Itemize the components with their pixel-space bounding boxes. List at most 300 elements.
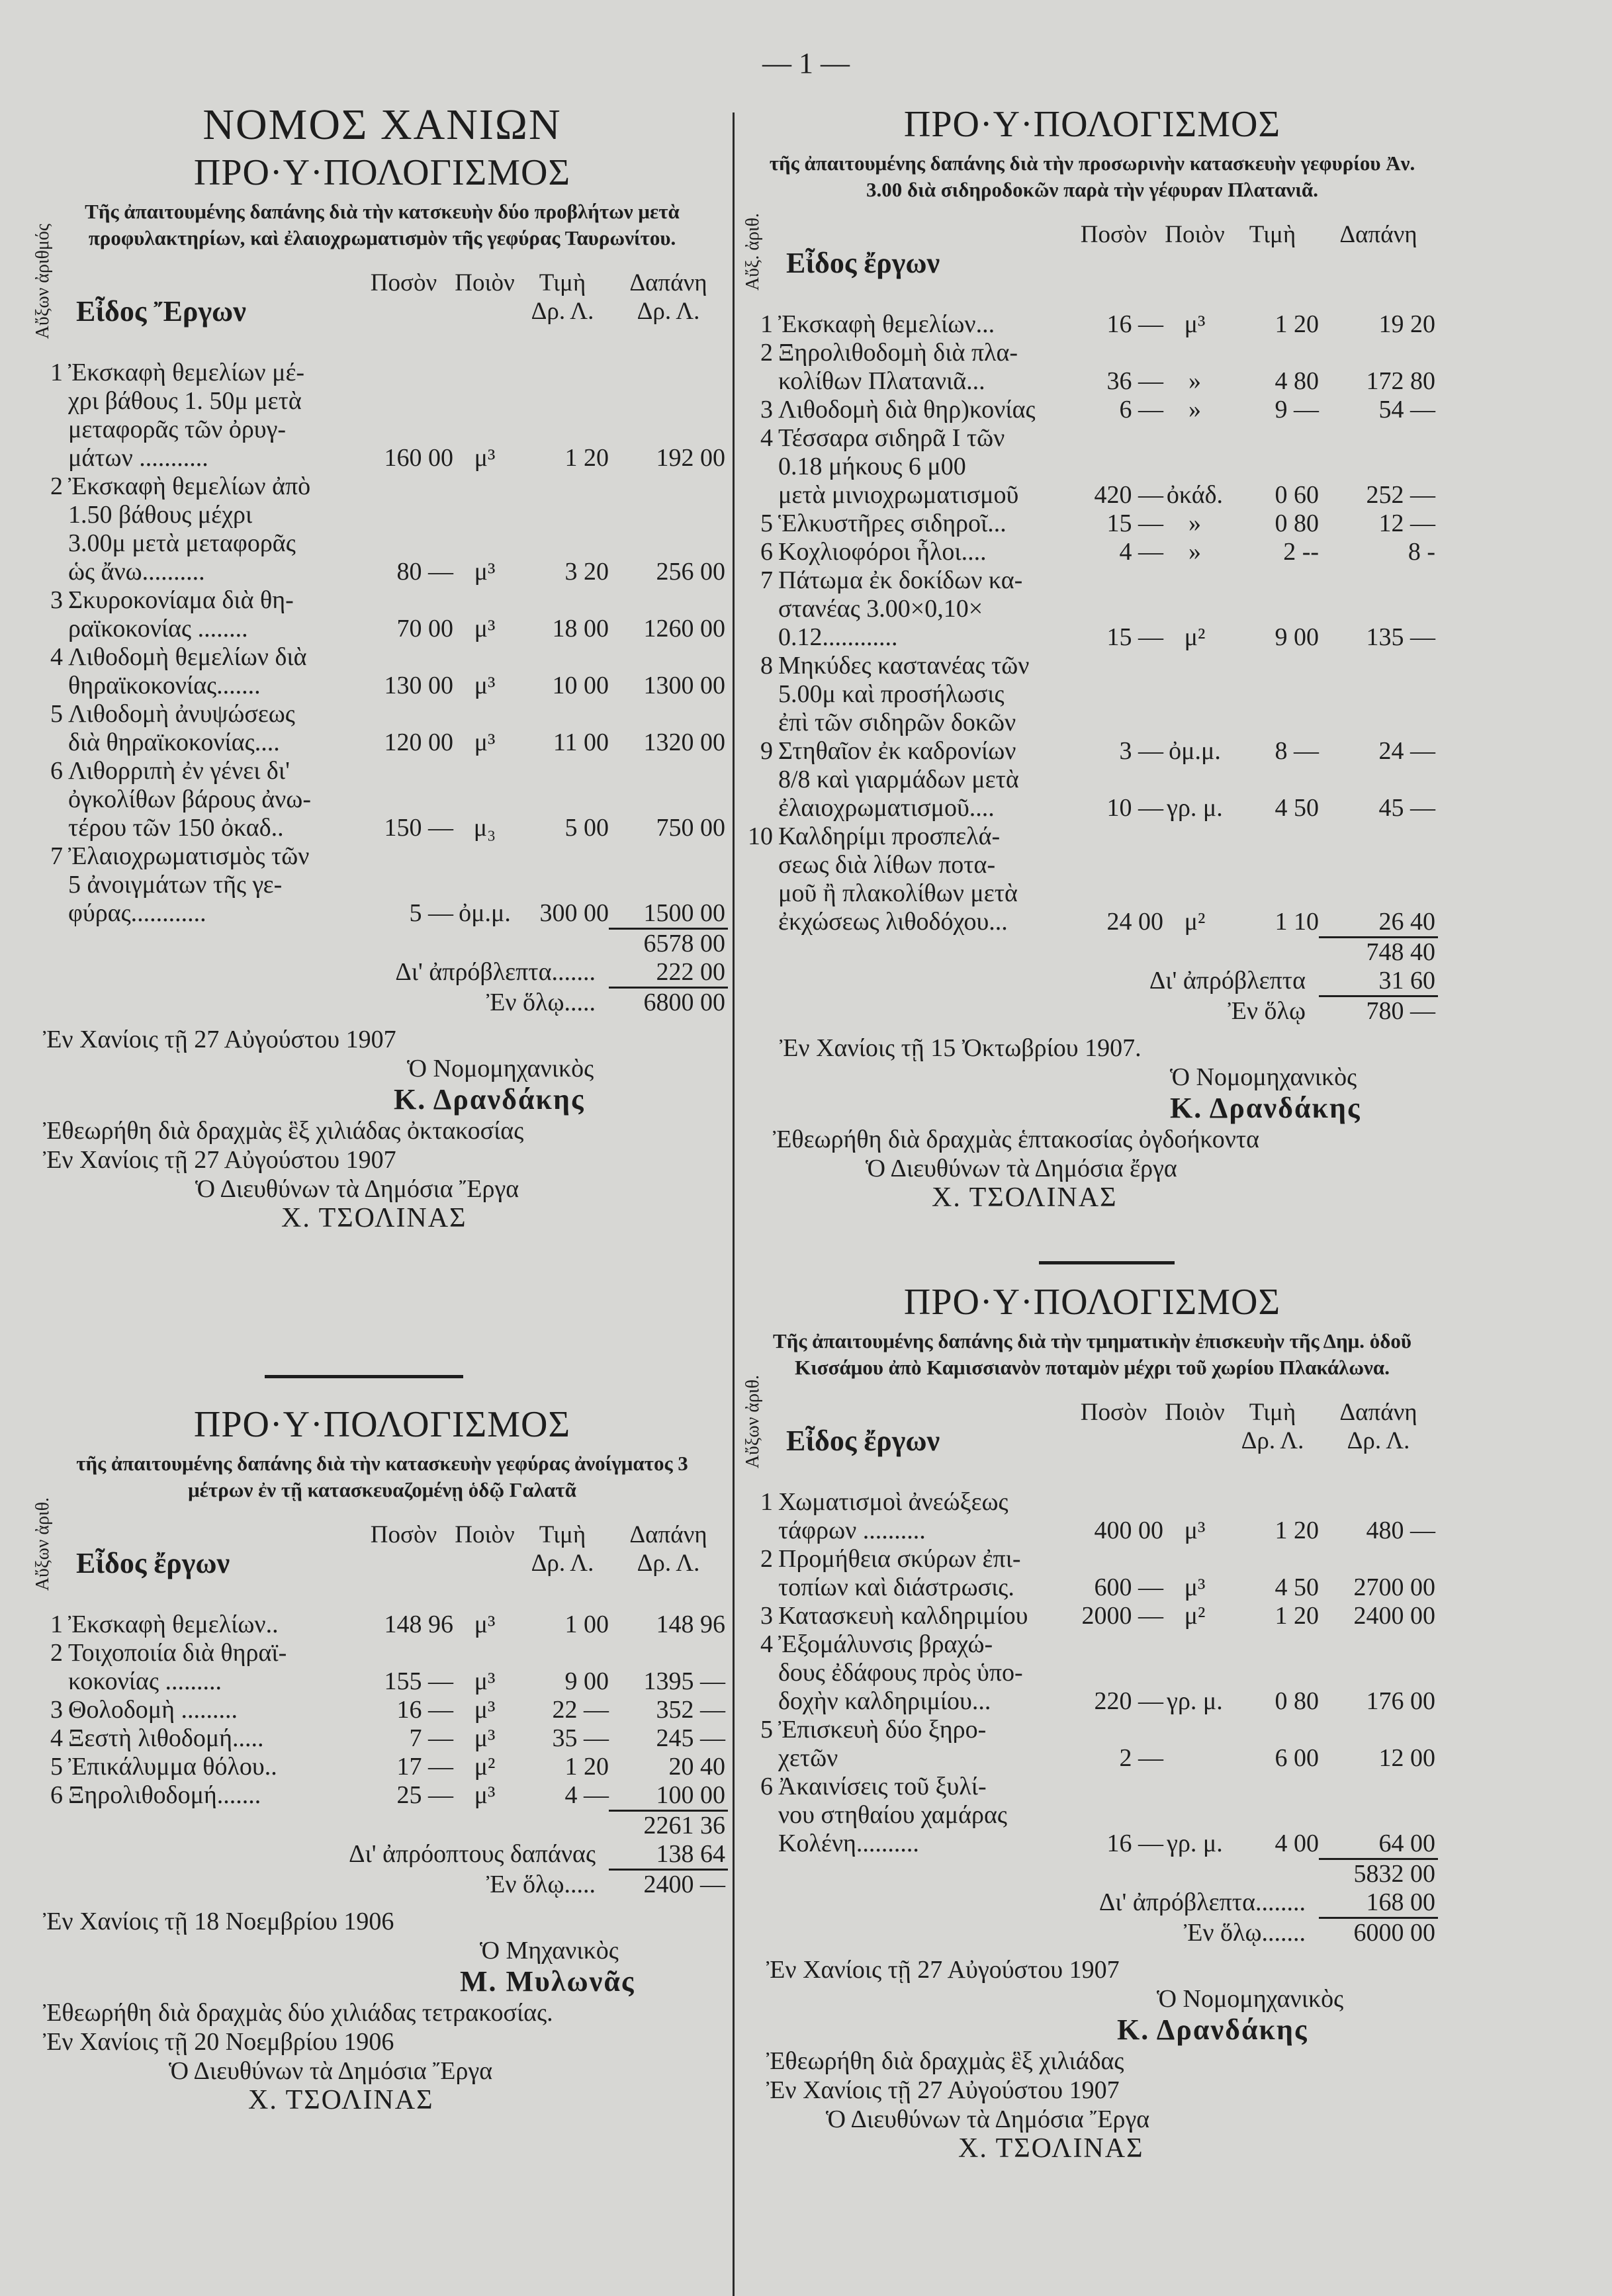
header-cost: Δαπάνη	[1339, 221, 1417, 248]
signature-block	[36, 1907, 728, 2115]
description-line: χρι βάθους 1. 50μ μετὰ	[68, 387, 302, 415]
table-row	[746, 538, 1438, 566]
table-row	[746, 1630, 1438, 1716]
item-price: 0 60	[1275, 481, 1319, 509]
engineer-name: Κ. Δρανδάκης	[1170, 1092, 1361, 1124]
approval-statement: Ἐθεωρήθη διὰ δραχμὰς ἓξ χιλιάδας ὀκτακοσίας	[43, 1117, 524, 1145]
item-unit: μ³	[474, 672, 496, 699]
item-qty-first: 3 —	[1119, 737, 1163, 765]
spacer	[453, 1549, 516, 1577]
item-cost: 176 00	[1366, 1687, 1435, 1715]
table-row	[36, 1611, 728, 1639]
item-number: 4	[50, 1724, 63, 1752]
contingency-row	[746, 1888, 1438, 1919]
description-line: Λιθοδομὴ θεμελίων διὰ	[68, 643, 307, 671]
signature-block	[746, 1955, 1438, 2163]
item-number: 2	[760, 1545, 773, 1573]
item-unit: μ²	[1184, 908, 1206, 936]
item-number: 4	[760, 1630, 773, 1658]
table-row	[36, 586, 728, 643]
item-number: 2	[50, 1639, 63, 1667]
description-line: Χωματισμοὶ ἀνεώξεως	[778, 1488, 1008, 1516]
item-description	[778, 1630, 1064, 1716]
item-qty: 15 —	[1106, 623, 1163, 651]
table-row	[36, 472, 728, 586]
item-description	[68, 1781, 354, 1810]
item-cost: 2700 00	[1353, 1573, 1435, 1601]
table-row	[36, 1781, 728, 1810]
item-qty: 2 —	[1119, 1744, 1163, 1772]
description-line: δους ἐδάφους πρὸς ὑπο-	[778, 1659, 1023, 1687]
header-price: Τιμὴ	[1249, 1399, 1296, 1426]
description-line: Ἐκσκαφὴ θεμελίων..	[68, 1611, 279, 1638]
description-line: Κοχλιοφόροι ἧλοι....	[778, 538, 987, 566]
total-row	[746, 997, 1438, 1026]
table-row	[746, 652, 1438, 737]
description-line: τάφρων ..........	[778, 1517, 926, 1544]
description-line: ἐπὶ τῶν σιδηρῶν δοκῶν	[778, 709, 1016, 736]
header-quantity: Ποσὸν	[1080, 1399, 1147, 1426]
item-unit: γρ. μ.	[1167, 1830, 1223, 1857]
total-value: 780 —	[1366, 997, 1435, 1025]
spacer	[68, 1521, 354, 1549]
item-price: 4 50	[1275, 1573, 1319, 1601]
spacer	[68, 269, 354, 297]
item-unit: »	[1188, 367, 1201, 395]
item-description	[778, 424, 1064, 509]
item-cost: 750 00	[656, 814, 725, 842]
item-cost: 135 —	[1366, 623, 1435, 651]
description-line: Ξηρολιθοδομή.......	[68, 1781, 261, 1809]
item-number: 5	[760, 509, 773, 537]
item-unit: μ³	[474, 729, 496, 756]
item-qty: 70 00	[396, 615, 453, 642]
item-description	[778, 310, 1064, 339]
item-unit: μ³	[474, 1696, 496, 1724]
subtotal-row	[746, 1858, 1438, 1888]
item-price: 9 00	[1275, 623, 1319, 651]
item-unit: ὀμ.μ.	[459, 899, 511, 927]
item-number: 6	[760, 538, 773, 566]
item-price: 11 00	[553, 729, 609, 756]
item-qty: 25 —	[396, 1781, 453, 1809]
column-headers	[32, 1497, 728, 1591]
item-number: 5	[50, 1753, 63, 1781]
item-unit: μ³	[474, 615, 496, 642]
engineer-title: Ὁ Νομομηχανικὸς	[1157, 1985, 1344, 2013]
date-line: Ἐν Χανίοις τῇ 18 Νοεμβρίου 1906	[43, 1908, 394, 1935]
item-qty	[1064, 737, 1163, 822]
table-row	[36, 757, 728, 842]
description-line: Ξεστὴ λιθοδομή.....	[68, 1724, 264, 1752]
item-qty: 7 —	[409, 1724, 453, 1752]
header-row-2	[746, 249, 1438, 277]
item-cost: 1500 00	[643, 899, 725, 927]
item-number: 8	[760, 652, 773, 680]
item-description	[778, 1488, 1064, 1545]
description-line: Λιθοδομὴ ἀνυψώσεως	[68, 700, 295, 728]
description-line: Πάτωμα ἐκ δοκίδων κα-	[778, 566, 1023, 594]
item-number: 1	[50, 1611, 63, 1638]
item-unit: μ²	[1184, 1602, 1206, 1630]
table-row	[746, 1716, 1438, 1773]
header-quantity: Ποσὸν	[370, 1521, 437, 1548]
item-number: 3	[760, 1602, 773, 1630]
item-description	[68, 643, 354, 700]
serial-number-label: Αὔξων ἀριθ.	[32, 1497, 53, 1591]
contingency-label: Δι' ἀπρόοπτους δαπάνας	[349, 1840, 596, 1868]
description-line: 5 ἀνοιγμάτων τῆς γε-	[68, 871, 283, 899]
item-price: 300 00	[539, 899, 609, 927]
description-line: τέρου τῶν 150 ὀκαδ..	[68, 814, 284, 842]
item-qty: 16 —	[396, 1696, 453, 1724]
table-row	[746, 1545, 1438, 1602]
header-row	[36, 269, 728, 297]
header-quantity: Ποσὸν	[370, 269, 437, 296]
item-number: 3	[50, 1696, 63, 1724]
item-number: 5	[760, 1716, 773, 1744]
contingency-value: 168 00	[1319, 1888, 1438, 1919]
item-price: 1 20	[1275, 1602, 1319, 1630]
section-rule	[265, 1375, 463, 1378]
item-qty: 148 96	[384, 1611, 453, 1638]
description-line: ὀγκολίθων βάρους ἀνω-	[68, 785, 311, 813]
item-qty: 17 —	[396, 1753, 453, 1781]
description-line: δοχὴν καλδηριμίου...	[778, 1687, 991, 1715]
item-description	[778, 737, 1064, 822]
engineer-title: Ὁ Νομομηχανικὸς	[407, 1055, 594, 1082]
header-row-2	[36, 297, 728, 326]
item-unit: μ³	[1184, 310, 1206, 338]
header-cost: Δαπάνη	[629, 269, 707, 296]
item-description	[778, 652, 1064, 737]
description-line: Τοιχοποιία διὰ θηραϊ-	[68, 1639, 287, 1667]
column-headers	[742, 212, 1438, 290]
header-cost-currency: Δρ. Λ.	[637, 1550, 700, 1577]
item-price: 1 20	[1275, 310, 1319, 338]
item-unit: »	[1188, 509, 1201, 537]
item-price: 9 00	[564, 1667, 609, 1695]
item-unit: μ³	[474, 1781, 496, 1809]
header-unit: Ποιὸν	[1165, 1399, 1225, 1426]
description-line: Ἐπικάλυμμα θόλου..	[68, 1753, 277, 1781]
budget-heading: ΠΡΟ·Υ·ΠΟΛΟΓΙΣΜΟΣ	[903, 1282, 1281, 1323]
description-line: Ἐκσκαφὴ θεμελίων ἀπὸ	[68, 472, 311, 500]
item-cost: 352 —	[656, 1696, 725, 1724]
item-unit: μ³	[1184, 1517, 1206, 1544]
item-number: 7	[50, 842, 63, 870]
description-line: φύρας............	[68, 899, 206, 927]
director-name: Χ. ΤΣΟΛΙΝΑΣ	[248, 2085, 434, 2115]
item-description	[778, 822, 1064, 936]
budget-subtitle: τῆς ἀπαιτουμένης δαπάνης διὰ τὴν κατασκευὴν γεφύρας ἀνοίγματος 3 μέτρων ἐν τῇ κατασκευαζομένῃ ὁδῷ Γαλατᾶ	[76, 1452, 688, 1501]
item-price: 1 10	[1275, 908, 1319, 936]
item-price: 1 20	[1275, 1517, 1319, 1544]
item-price: 5 00	[564, 814, 609, 842]
table-row	[746, 339, 1438, 396]
table-row	[36, 1639, 728, 1696]
item-price: 1 00	[564, 1611, 609, 1638]
header-cost-currency: Δρ. Λ.	[1347, 1427, 1410, 1454]
spacer	[1226, 766, 1319, 794]
description-line: Ἐκσκαφὴ θεμελίων μέ-	[68, 359, 305, 386]
spacer	[453, 297, 516, 326]
description-line: θηραϊκοκονίας.......	[68, 672, 261, 699]
item-description	[778, 396, 1064, 424]
approval-date: Ἐν Χανίοις τῇ 27 Αὐγούστου 1907	[766, 2076, 1120, 2104]
description-line: Τέσσαρα σιδηρᾶ Ι τῶν	[778, 424, 1005, 452]
subtotal-value: 5832 00	[1319, 1858, 1438, 1888]
item-price: 9 —	[1275, 396, 1319, 423]
table-row	[36, 643, 728, 700]
spacer	[1319, 766, 1435, 794]
item-number: 5	[50, 700, 63, 728]
description-line: Ξηρολιθοδομὴ διὰ πλα-	[778, 339, 1018, 367]
item-unit: μ³	[474, 1724, 496, 1752]
description-line: Στηθαῖον ἐκ καδρονίων	[778, 737, 1016, 765]
item-cost: 1320 00	[643, 729, 725, 756]
item-price: 10 00	[552, 672, 609, 699]
description-line: σεως διὰ λίθων ποτα-	[778, 851, 996, 879]
total-row	[36, 1871, 728, 1899]
header-price-currency: Δρ. Λ.	[531, 298, 594, 325]
approval-statement: Ἐθεωρήθη διὰ δραχμὰς ἓξ χιλιάδας	[766, 2047, 1124, 2075]
description-line: 0.12............	[778, 623, 898, 651]
item-unit: μ₃	[473, 814, 496, 842]
spacer	[1163, 766, 1226, 794]
item-qty: 150 —	[384, 814, 453, 842]
item-description	[68, 757, 354, 842]
engineer-name: Κ. Δρανδάκης	[394, 1083, 585, 1116]
item-unit: γρ. μ.	[1167, 1687, 1223, 1715]
subtotal-value: 748 40	[1319, 936, 1438, 967]
description-line: Λιθορριπὴ ἐν γένει δι'	[68, 757, 290, 785]
item-number: 1	[50, 359, 63, 386]
contingency-value: 138 64	[609, 1840, 728, 1871]
table-row	[36, 1724, 728, 1753]
description-line: Ἐξομάλυνσις βραχώ-	[778, 1630, 993, 1658]
item-number: 4	[50, 643, 63, 671]
description-line: Ἑλκυστῆρες σιδηροῖ...	[778, 509, 1007, 537]
item-description	[68, 1724, 354, 1753]
item-qty: 16 —	[1106, 1830, 1163, 1857]
table-row	[36, 700, 728, 757]
contingency-row	[36, 958, 728, 989]
item-qty: 600 —	[1094, 1573, 1163, 1601]
description-line: 3.00μ μετὰ μεταφορᾶς	[68, 529, 296, 557]
item-number: 2	[50, 472, 63, 500]
header-kind-of-works: Εἶδος ἔργων	[786, 247, 940, 279]
spacer	[1163, 249, 1226, 277]
item-price: 3 20	[564, 558, 609, 586]
table-row	[746, 1602, 1438, 1630]
section-rule	[1039, 1261, 1175, 1264]
item-cost: 1395 —	[643, 1667, 725, 1695]
header-row	[746, 220, 1438, 249]
header-price: Τιμὴ	[1249, 221, 1296, 248]
item-qty: 15 —	[1106, 509, 1163, 537]
subtotal-row	[36, 1810, 728, 1840]
item-cost: 245 —	[656, 1724, 725, 1752]
contingency-label: Δι' ἀπρόβλεπτα........	[1098, 1888, 1306, 1916]
date-line: Ἐν Χανίοις τῇ 27 Αὐγούστου 1907	[43, 1026, 396, 1053]
item-qty: 155 —	[384, 1667, 453, 1695]
table-row	[746, 509, 1438, 538]
director-name: Χ. ΤΣΟΛΙΝΑΣ	[958, 2133, 1144, 2164]
table-row	[746, 310, 1438, 339]
header-price: Τιμὴ	[539, 1521, 586, 1548]
item-unit: μ³	[474, 1611, 496, 1638]
description-line: 0.18 μήκους 6 μ00	[778, 453, 966, 480]
approval-date: Ἐν Χανίοις τῇ 20 Νοεμβρίου 1906	[43, 2028, 394, 2056]
item-description	[778, 1773, 1064, 1858]
spacer	[778, 1398, 1064, 1427]
item-cost: 252 —	[1366, 481, 1435, 509]
table-row	[746, 566, 1438, 652]
description-line: μεταφορᾶς τῶν ὀρυγ-	[68, 416, 287, 443]
item-price: 35 —	[552, 1724, 609, 1752]
item-price: 2 --	[1283, 538, 1319, 566]
subtotal-row	[36, 928, 728, 958]
description-line: Κολένη..........	[778, 1830, 919, 1857]
header-cost: Δαπάνη	[1339, 1399, 1417, 1426]
engineer-title: Ὁ Μηχανικὸς	[480, 1937, 619, 1965]
description-line: Σκυροκονίαμα διὰ θη-	[68, 586, 294, 614]
total-value: 6000 00	[1353, 1919, 1435, 1947]
description-line: Λιθοδομὴ διὰ θηρ)κονίας	[778, 396, 1036, 423]
item-description	[68, 472, 354, 586]
subtotal-value: 6578 00	[609, 928, 728, 958]
header-price-currency	[1226, 249, 1319, 277]
description-line: χετῶν	[778, 1744, 838, 1772]
description-line: μάτων ...........	[68, 444, 208, 472]
item-qty: 420 —	[1094, 481, 1163, 509]
item-price: 4 80	[1275, 367, 1319, 395]
description-line: ραϊκοκονίας ........	[68, 615, 248, 642]
description-line: διὰ θηραϊκοκονίας....	[68, 729, 280, 756]
item-number: 3	[760, 396, 773, 423]
item-unit: ὀκάδ.	[1166, 481, 1224, 509]
item-qty: 160 00	[384, 444, 453, 472]
column-divider	[733, 112, 735, 2296]
item-price: 6 00	[1275, 1744, 1319, 1772]
description-line: ὡς ἄνω..........	[68, 558, 205, 586]
date-line: Ἐν Χανίοις τῇ 15 Ὀκτωβρίου 1907.	[780, 1034, 1142, 1062]
item-qty: 16 —	[1106, 310, 1163, 338]
item-price-first: 8 —	[1275, 737, 1319, 765]
item-unit: μ²	[474, 1753, 496, 1781]
item-unit: μ²	[1184, 623, 1206, 651]
item-qty: 80 —	[396, 558, 453, 586]
item-cost: 12 —	[1378, 509, 1435, 537]
item-number: 6	[760, 1773, 773, 1800]
total-label: Ἐν ὅλῳ.....	[486, 1871, 596, 1898]
item-cost: 2400 00	[1353, 1602, 1435, 1630]
engineer-title: Ὁ Νομομηχανικὸς	[1170, 1063, 1357, 1091]
total-label: Ἐν ὅλῳ.....	[486, 989, 596, 1016]
item-cost: 256 00	[656, 558, 725, 586]
description-line: ἐλαιοχρωματισμοῦ....	[778, 794, 995, 822]
description-line: μετὰ μινιοχρωματισμοῦ	[778, 481, 1019, 509]
director-name: Χ. ΤΣΟΛΙΝΑΣ	[281, 1203, 467, 1233]
serial-number-label: Αὔξων ἀριθ.	[742, 1374, 763, 1468]
budget-subtitle: τῆς ἀπαιτουμένης δαπάνης διὰ τὴν προσωρινὴν κατασκευὴν γεφυρίου Ἀν. 3.00 διὰ σιδηροδοκῶν παρὰ τὴν γέφυραν Πλατανιᾶ.	[769, 152, 1415, 201]
item-description	[68, 1611, 354, 1639]
header-unit: Ποιὸν	[455, 269, 515, 296]
item-description	[778, 566, 1064, 652]
item-cost: 100 00	[656, 1781, 725, 1809]
total-row	[746, 1919, 1438, 1947]
table-row	[36, 359, 728, 472]
item-description	[778, 339, 1064, 396]
budget-kissamos-road	[742, 1280, 1438, 2164]
budget-subtitle: Τῆς ἀπαιτουμένης δαπάνης διὰ τὴν τμηματικὴν ἐπισκευὴν τῆς Δημ. ὁδοῦ Κισσάμου ἀπὸ Καμισσιανὸν ποταμὸν μέχρι τοῦ χωρίου Πλακάλωνα.	[773, 1329, 1411, 1379]
item-cost: 148 96	[656, 1611, 725, 1638]
spacer	[1064, 766, 1163, 794]
signature-block	[746, 1034, 1438, 1212]
subtotal-row	[746, 936, 1438, 967]
item-description	[68, 700, 354, 757]
table-row	[746, 737, 1438, 822]
item-cost: 64 00	[1378, 1830, 1435, 1857]
item-number: 10	[748, 822, 773, 850]
header-row-2	[746, 1427, 1438, 1455]
contingency-row	[746, 967, 1438, 997]
item-cost: 1260 00	[643, 615, 725, 642]
description-line: Προμήθεια σκύρων ἐπι-	[778, 1545, 1021, 1573]
budget-heading: ΠΡΟ·Υ·ΠΟΛΟΓΙΣΜΟΣ	[193, 1404, 571, 1445]
description-line: μοῦ ἢ πλακολίθων μετὰ	[778, 879, 1018, 907]
column-headers	[742, 1374, 1438, 1468]
item-unit: »	[1188, 396, 1201, 423]
item-price: 1 20	[564, 1753, 609, 1781]
item-number: 6	[50, 757, 63, 785]
item-unit: »	[1188, 538, 1201, 566]
approval-statement: Ἐθεωρήθη διὰ δραχμὰς ἑπτακοσίας ὀγδοήκοντα	[773, 1126, 1260, 1153]
header-kind-of-works: Εἶδος Ἔργων	[76, 295, 246, 328]
contingency-value: 31 60	[1319, 967, 1438, 997]
budget-subtitle: Τῆς ἀπαιτουμένης δαπάνης διὰ τὴν κατσκευὴν δύο προβλήτων μετὰ προφυλακτηρίων, καὶ ἐλαιοχρωματισμὸν τῆς γεφύρας Ταυρωνίτου.	[85, 200, 680, 249]
engineer-name: Κ. Δρανδάκης	[1117, 2013, 1308, 2046]
header-cost: Δαπάνη	[629, 1521, 707, 1548]
contingency-value: 222 00	[609, 958, 728, 989]
header-price-currency: Δρ. Λ.	[1241, 1427, 1304, 1454]
item-qty: 6 —	[1119, 396, 1163, 423]
item-price: 0 80	[1275, 509, 1319, 537]
budget-platanias-footbridge	[742, 103, 1438, 1213]
subtotal-value: 2261 36	[609, 1810, 728, 1840]
item-number: 2	[760, 339, 773, 367]
item-cost: 1300 00	[643, 672, 725, 699]
page-number: — 1 —	[762, 47, 850, 79]
item-cost: 172 80	[1366, 367, 1435, 395]
header-cost-currency: Δρ. Λ.	[637, 298, 700, 325]
item-description	[68, 586, 354, 643]
item-qty: 24 00	[1106, 908, 1163, 936]
header-row-2	[36, 1549, 728, 1577]
description-line: Ἐπισκευὴ δύο ξηρο-	[778, 1716, 987, 1744]
item-unit: μ³	[474, 444, 496, 472]
item-qty: 4 —	[1119, 538, 1163, 566]
table-row	[746, 396, 1438, 424]
item-cost: 19 20	[1378, 310, 1435, 338]
description-line: τοπίων καὶ διάστρωσις.	[778, 1573, 1014, 1601]
item-cost: 26 40	[1378, 908, 1435, 936]
item-unit: μ³	[474, 1667, 496, 1695]
description-line: Ἐκσκαφὴ θεμελίων...	[778, 310, 995, 338]
description-line: Κατασκευὴ καλδηριμίου	[778, 1602, 1028, 1630]
engineer-name: Μ. Μυλωνᾶς	[460, 1965, 635, 1998]
